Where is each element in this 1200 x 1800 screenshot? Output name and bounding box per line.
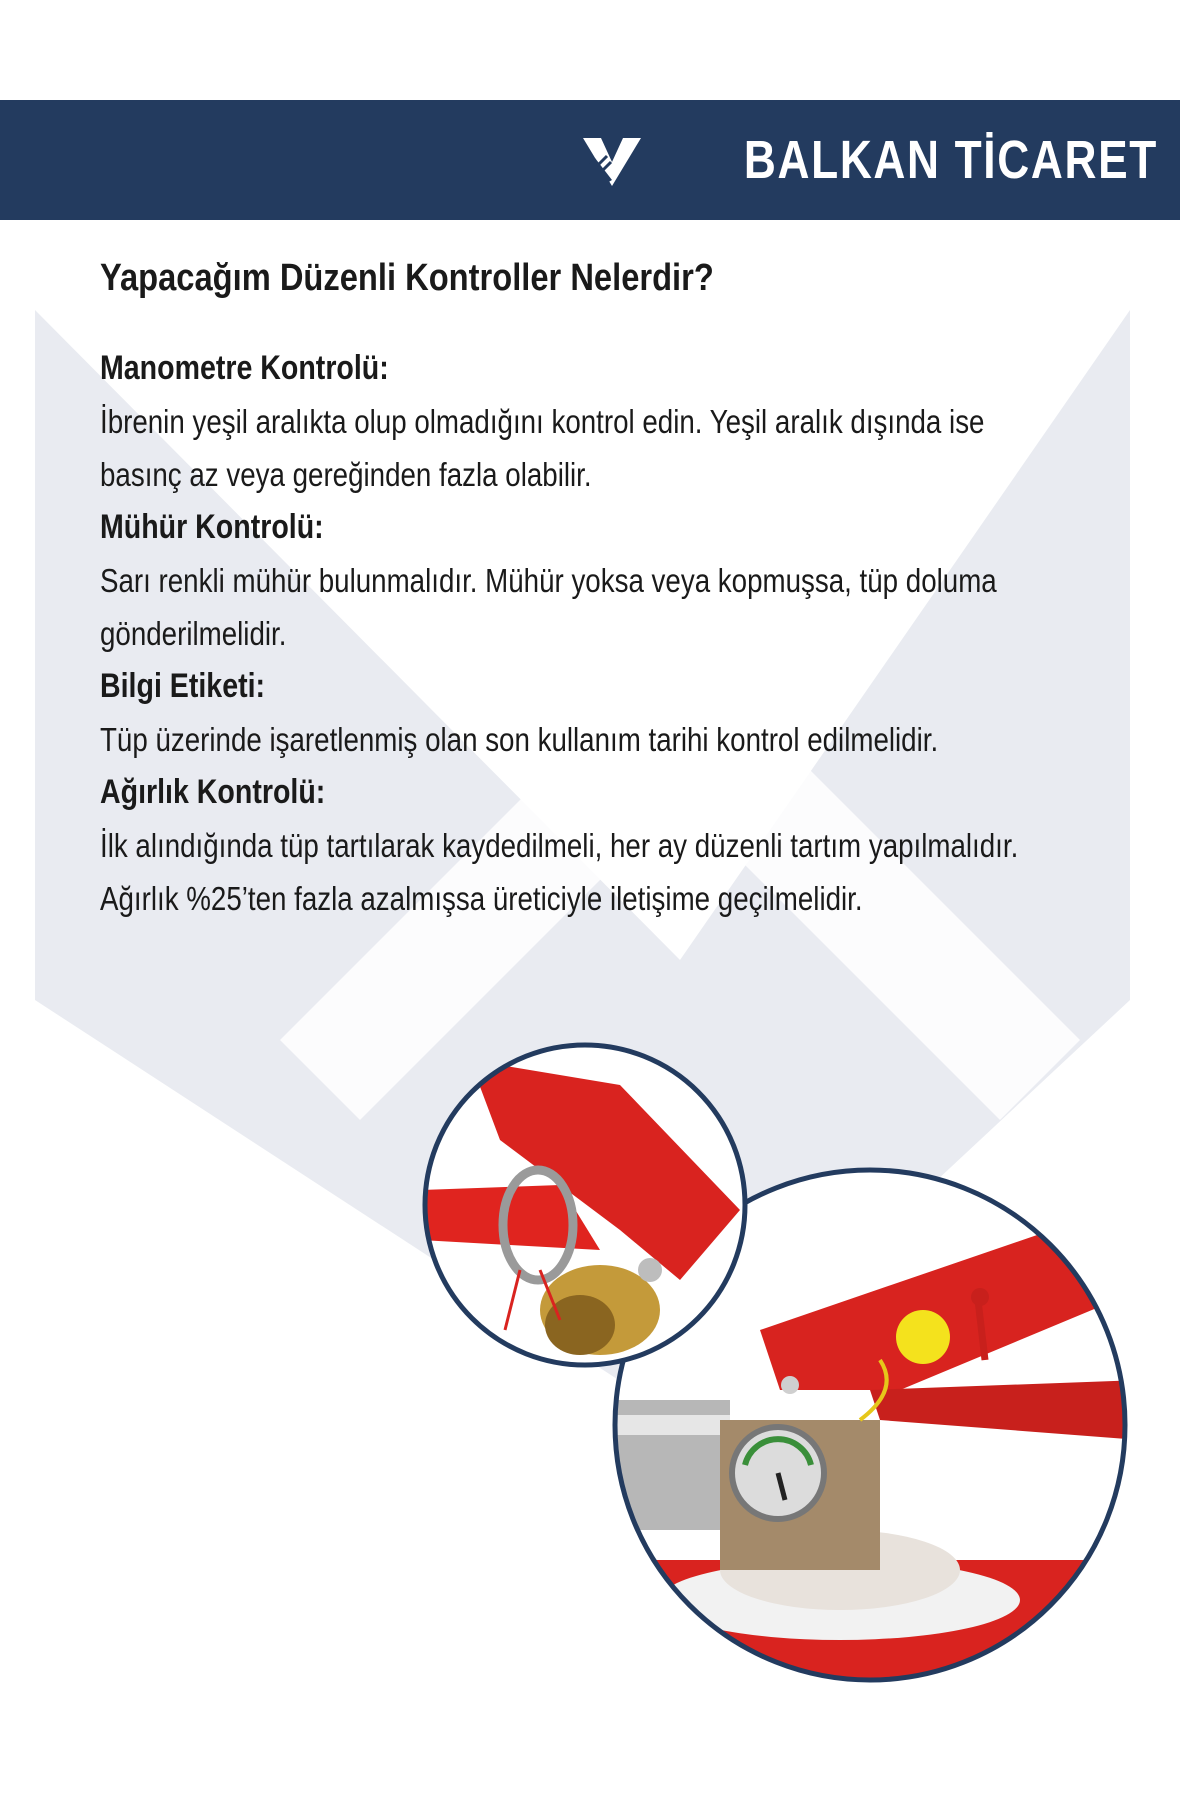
safety-pin-closeup-photo bbox=[420, 1045, 745, 1365]
section-body: Sarı renkli mühür bulunmalıdır. Mühür yoksa veya kopmuşsa, tüp doluma gönderilmelidir. bbox=[100, 562, 997, 652]
section-heading: Manometre Kontrolü: bbox=[100, 349, 389, 387]
section-body: İbrenin yeşil aralıkta olup olmadığını kontrol edin. Yeşil aralık dışında ise basınç az veya gereğinden fazla olabilir. bbox=[100, 403, 985, 493]
section-body: İlk alındığında tüp tartılarak kaydedilmeli, her ay düzenli tartım yapılmalıdır. Ağırlık %25’ten fazla azalmışsa üreticiyle iletişime geçilmelidir. bbox=[100, 827, 1019, 917]
brand-name: BALKAN TİCARET bbox=[743, 130, 1158, 190]
section-heading: Ağırlık Kontrolü: bbox=[100, 773, 326, 811]
article-title: Yapacağım Düzenli Kontroller Nelerdir? bbox=[100, 257, 714, 299]
section-heading: Bilgi Etiketi: bbox=[100, 667, 266, 705]
section-body: Tüp üzerinde işaretlenmiş olan son kullanım tarihi kontrol edilmelidir. bbox=[100, 721, 939, 758]
section-heading: Mühür Kontrolü: bbox=[100, 508, 324, 546]
